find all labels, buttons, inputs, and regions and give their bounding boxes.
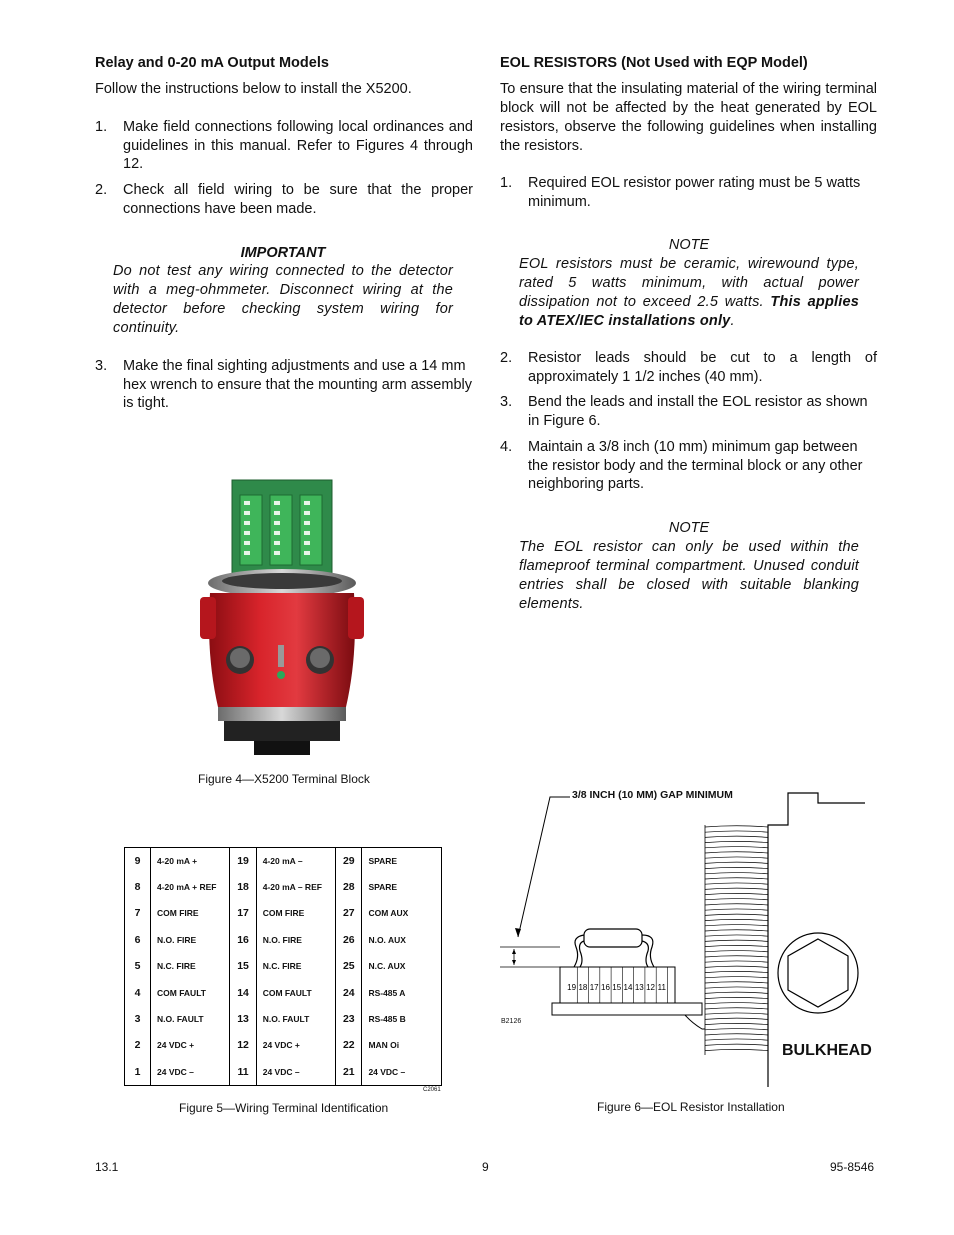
step-text: Check all field wiring to be sure that the proper connections have been made. [123,182,473,217]
terminal-number-label: 16 [601,983,610,992]
figure-6-caption: Figure 6—EOL Resistor Installation [597,1100,785,1114]
figure-4-caption: Figure 4—X5200 Terminal Block [198,772,370,786]
terminal-label: 24 VDC + [157,1040,195,1051]
terminal-number: 13 [230,1006,256,1032]
terminal-table [124,847,442,1086]
eol-step-1 [500,174,877,214]
note-1-text: EOL resistors must be ceramic, wirewound type, rated 5 watts minimum, with actual power dissipation not to exceed 2.5 watts. [519,256,859,310]
step-number: 1. [500,175,513,191]
terminal-label: COM FAULT [262,987,312,998]
table-row [125,874,442,900]
step-number: 1. [95,119,108,135]
terminal-number: 6 [125,927,151,953]
terminal-label: RS-485 B [368,1014,406,1025]
terminal-number: 7 [125,900,151,926]
terminal-label: COM AUX [368,908,409,919]
terminal-label: N.O. FIRE [262,934,302,945]
terminal-number: 17 [230,900,256,926]
terminal-number: 16 [230,927,256,953]
terminal-number: 23 [336,1006,362,1032]
terminal-number: 22 [336,1032,362,1058]
note-1: EOL resistors must be ceramic, wirewound type, rated 5 watts minimum, with actual power dissipation not to exceed 2.5 watts. This applies to ATEX/IEC installations only. [519,256,859,329]
terminal-label: 24 VDC – [157,1066,194,1077]
terminal-number-label: 18 [578,983,588,992]
terminal-number: 14 [230,979,256,1005]
terminal-label: RS-485 A [368,987,406,998]
table-row [125,1059,442,1085]
terminal-label: 24 VDC – [262,1066,300,1077]
terminal-label: N.C. AUX [368,961,406,972]
terminal-label: SPARE [368,882,398,893]
terminal-label: N.O. AUX [368,934,406,945]
intro-text: Follow the instructions below to install the X5200. [95,81,412,97]
step-number: 3. [500,394,513,410]
footer-revision: 13.1 [95,1160,119,1174]
important-text: Do not test any wiring connected to the detector with a meg-ohmmeter. Disconnect wiring at the detector before checking system wiring for continuity. [113,263,453,336]
terminal-label: SPARE [368,855,398,866]
note-1-bold: This applies to ATEX/IEC installations only [519,294,859,329]
terminal-number: 21 [336,1059,362,1085]
terminal-label: COM FAULT [157,987,206,998]
x5200-detector-photo [196,475,368,763]
step-text: Bend the leads and install the EOL resistor as shown in Figure 6. [528,394,868,429]
terminal-number-label: 19 [567,983,577,992]
step-number: 4. [500,439,513,455]
terminal-label: N.O. FAULT [157,1014,204,1025]
terminal-label: N.C. FIRE [262,961,302,972]
table-row [125,979,442,1005]
step-text: Required EOL resistor power rating must be 5 watts minimum. [528,175,861,210]
gap-label: 3/8 INCH (10 MM) GAP MINIMUM [572,789,733,801]
terminal-label: 4-20 mA + REF [157,882,217,893]
section-heading-relay: Relay and 0-20 mA Output Models [95,55,329,71]
terminal-label: 4-20 mA + [157,855,198,866]
step-number: 3. [95,358,108,374]
terminal-number: 15 [230,953,256,979]
terminal-number-label: 15 [612,983,622,992]
terminal-number: 25 [336,953,362,979]
terminal-number: 11 [230,1059,256,1085]
figure-5-caption: Figure 5—Wiring Terminal Identification [179,1101,389,1115]
terminal-label: 4-20 mA – REF [262,882,322,893]
table-row [125,900,442,926]
terminal-label: 24 VDC – [368,1066,406,1077]
terminal-number: 1 [125,1059,151,1085]
terminal-label: COM FIRE [157,908,199,919]
step-number: 2. [95,182,108,198]
step-3 [95,357,473,417]
note-2-text: The EOL resistor can only be used within the flameproof terminal compartment. Unused conduit entries shall be closed with suitable blanking elements. [519,539,859,612]
terminal-number: 12 [230,1032,256,1058]
figure-6-code: B2126 [501,1018,522,1025]
table-row [125,848,442,874]
terminal-number: 9 [125,848,151,874]
step-text: Resistor leads should be cut to a length of approximately 1 1/2 inches (40 mm). [528,350,877,385]
table-row [125,927,442,953]
terminal-number: 4 [125,979,151,1005]
eol-step-3 [500,393,877,433]
terminal-label: 4-20 mA – [262,855,303,866]
terminal-number-label: 17 [589,983,599,992]
step-number: 2. [500,350,513,366]
eol-intro-text: To ensure that the insulating material of the wiring terminal block will not be affected by the heat generated by EOL resistors, observe the following guidelines when installing the resistors. [500,81,877,154]
terminal-number: 19 [230,848,256,874]
terminal-label: 24 VDC + [262,1040,300,1051]
table-row [125,1006,442,1032]
step-1 [95,118,473,178]
note-2-title: NOTE [668,520,710,536]
table-row [125,953,442,979]
table-row [125,1032,442,1058]
terminal-number: 18 [230,874,256,900]
wiring-terminal-table [124,847,442,1085]
section-heading-eol: EOL RESISTORS (Not Used with EQP Model) [500,55,808,71]
document-number: 95-8546 [830,1160,875,1174]
eol-step-2 [500,349,877,389]
terminal-number-label: 13 [634,983,644,992]
step-text: Make field connections following local ordinances and guidelines in this manual. Refer to Figures 4 through 12. [123,119,473,172]
note-1-title: NOTE [668,237,710,253]
terminal-number: 27 [336,900,362,926]
terminal-number: 2 [125,1032,151,1058]
terminal-number: 29 [336,848,362,874]
eol-step-4 [500,438,877,498]
terminal-number-label: 14 [623,983,633,992]
bulkhead-label: BULKHEAD [782,1042,872,1059]
terminal-number: 8 [125,874,151,900]
step-2 [95,181,473,221]
step-text: Make the final sighting adjustments and use a 14 mm hex wrench to ensure that the mounting arm assembly is tight. [123,358,472,411]
figure-5-code: C2061 [423,1087,441,1093]
terminal-label: N.O. FAULT [262,1014,310,1025]
terminal-number: 3 [125,1006,151,1032]
terminal-label: MAN Oi [368,1040,400,1051]
terminal-number: 26 [336,927,362,953]
terminal-label: N.C. FIRE [157,961,196,972]
terminal-label: COM FIRE [262,908,305,919]
terminal-number-label: 12 [646,983,656,992]
terminal-number: 5 [125,953,151,979]
terminal-number: 24 [336,979,362,1005]
important-title: IMPORTANT [240,245,326,261]
terminal-label: N.O. FIRE [157,934,197,945]
terminal-number-label: 11 [657,983,666,992]
step-text: Maintain a 3/8 inch (10 mm) minimum gap between the resistor body and the terminal block or any other neighboring parts. [528,439,863,492]
terminal-number: 28 [336,874,362,900]
page-number: 9 [482,1160,489,1174]
